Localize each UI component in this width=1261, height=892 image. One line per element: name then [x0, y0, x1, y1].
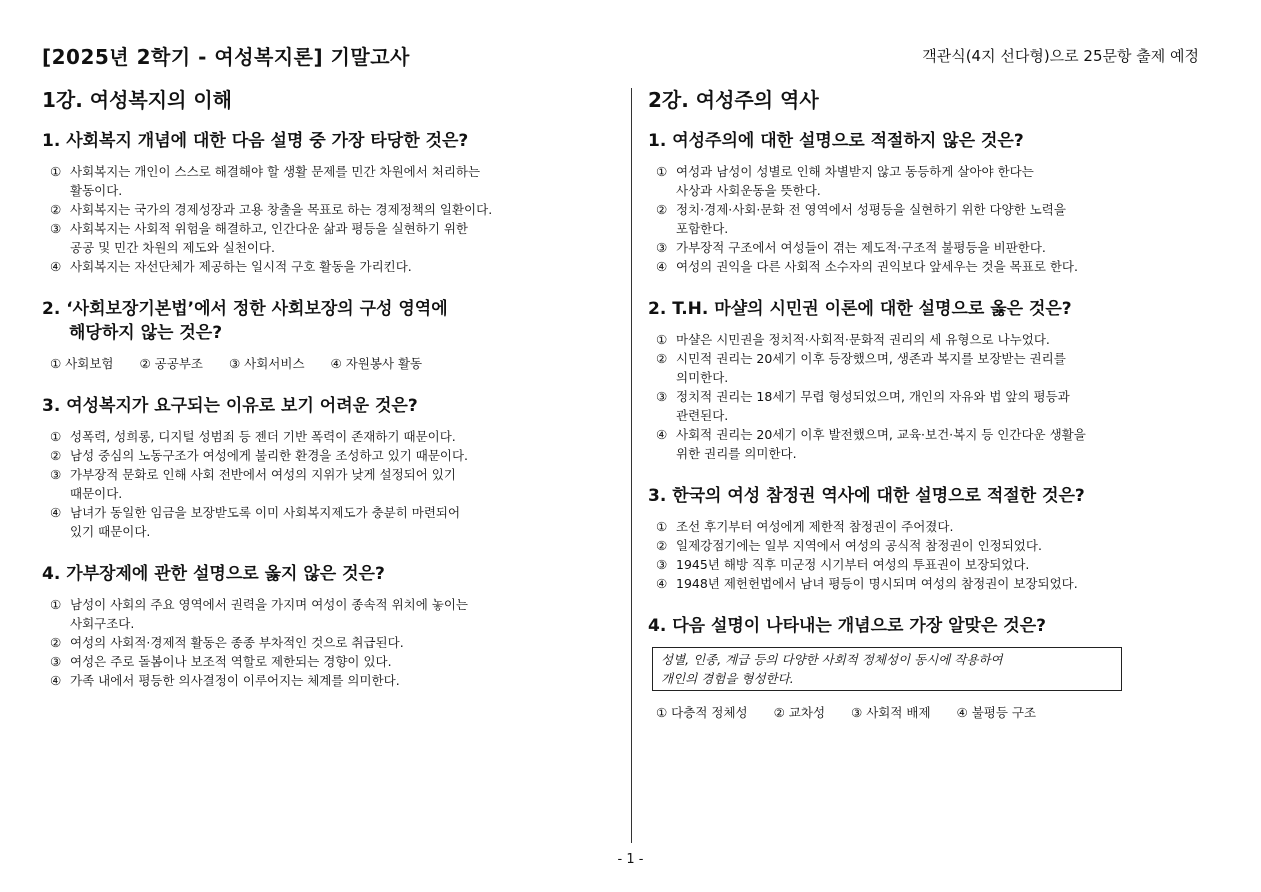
option-list [42, 595, 617, 690]
question-title: 2. T.H. 마샬의 시민권 이론에 대한 설명으로 옳은 것은? [648, 299, 1072, 319]
option-text-line: 성폭력, 성희롱, 디지털 성범죄 등 젠더 기반 폭력이 존재하기 때문이다. [70, 429, 456, 444]
exam-format-note: 객관식(4지 선다형)으로 25문항 출제 예정 [922, 47, 1199, 65]
option [42, 652, 617, 671]
option-text-line: 때문이다. [70, 486, 123, 501]
option-text-line: 여성은 주로 돌봄이나 보조적 역할로 제한되는 경향이 있다. [70, 654, 392, 669]
option: ② 공공부조 [139, 356, 203, 371]
column-divider [631, 88, 632, 843]
option-number: ② [50, 202, 62, 217]
option-text [676, 238, 1208, 257]
question-title: 3. 여성복지가 요구되는 이유로 보기 어려운 것은? [42, 396, 418, 416]
option [42, 200, 617, 219]
option-list [42, 427, 617, 541]
option-number: ② [50, 635, 62, 650]
option: ③ 사회적 배제 [851, 705, 931, 720]
option-text-line: 있기 때문이다. [70, 524, 151, 539]
option-text-line: 의미한다. [676, 370, 729, 385]
option-number: ① [50, 597, 62, 612]
option-text-line: 위한 권리를 의미한다. [676, 446, 797, 461]
option-text-line: 조선 후기부터 여성에게 제한적 참정권이 주어졌다. [676, 519, 954, 534]
option-number: ④ [50, 505, 62, 520]
option [42, 162, 617, 200]
inline-option-list [648, 703, 1208, 722]
option [42, 633, 617, 652]
option-text [676, 555, 1208, 574]
option-text-line: 정치적 권리는 18세기 무렵 형성되었으며, 개인의 자유와 법 앞의 평등과 [676, 389, 1070, 404]
page-number: - 1 - [617, 852, 644, 867]
option [648, 162, 1208, 200]
lecture-title: 1강. 여성복지의 이해 [42, 88, 232, 112]
option-number: ① [656, 332, 668, 347]
option-text [70, 595, 617, 633]
option-text-line: 여성의 사회적·경제적 활동은 종종 부차적인 것으로 취급된다. [70, 635, 404, 650]
option-text [676, 517, 1208, 536]
option-text [676, 536, 1208, 555]
option-number: ④ [656, 259, 668, 274]
option [42, 427, 617, 446]
option-text [70, 633, 617, 652]
option-text-line: 정치·경제·사회·문화 전 영역에서 성평등을 실현하기 위한 다양한 노력을 [676, 202, 1066, 217]
option: ③ 사회서비스 [228, 356, 305, 371]
option-number: ③ [656, 240, 668, 255]
question-title: 1. 사회복지 개념에 대한 다음 설명 중 가장 타당한 것은? [42, 131, 469, 151]
option-text [676, 349, 1208, 387]
option [42, 503, 617, 541]
option-text [676, 425, 1208, 463]
option-text-line: 마샬은 시민권을 정치적·사회적·문화적 권리의 세 유형으로 나누었다. [676, 332, 1050, 347]
option-text [70, 200, 617, 219]
option [42, 671, 617, 690]
inline-option-list [42, 354, 617, 373]
option: ① 다층적 정체성 [656, 705, 748, 720]
option-text-line: 사상과 사회운동을 뜻한다. [676, 183, 821, 198]
question-title: 1. 여성주의에 대한 설명으로 적절하지 않은 것은? [648, 131, 1024, 151]
option-number: ④ [656, 576, 668, 591]
option-number: ③ [656, 389, 668, 404]
definition-box [652, 647, 1122, 691]
option-list [648, 517, 1208, 593]
option-number: ④ [50, 673, 62, 688]
option-text-line: 일제강점기에는 일부 지역에서 여성의 공식적 참정권이 인정되었다. [676, 538, 1042, 553]
option: ④ 불평등 구조 [956, 705, 1037, 720]
question-block [42, 394, 617, 541]
option [648, 238, 1208, 257]
option-number: ① [50, 429, 62, 444]
option-text [70, 427, 617, 446]
question-block [42, 562, 617, 690]
option [648, 517, 1208, 536]
option-text [676, 574, 1208, 593]
option-text-line: 공공 및 민간 차원의 제도와 실천이다. [70, 240, 275, 255]
option-number: ① [50, 164, 62, 179]
option-number: ④ [50, 259, 62, 274]
option-list [42, 162, 617, 276]
option-text [70, 257, 617, 276]
option-text-line: 가족 내에서 평등한 의사결정이 이루어지는 체계를 의미한다. [70, 673, 400, 688]
option-text-line: 사회적 권리는 20세기 이후 발전했으며, 교육·보건·복지 등 인간다운 생활을 [676, 427, 1086, 442]
question-block [42, 297, 617, 373]
question-title-line: 2. ‘사회보장기본법’에서 정한 사회보장의 구성 영역에 [42, 299, 448, 319]
option-text-line: 사회복지는 개인이 스스로 해결해야 할 생활 문제를 민간 차원에서 처리하는 [70, 164, 481, 179]
option-text [676, 257, 1208, 276]
question-block [648, 129, 1208, 276]
option [648, 425, 1208, 463]
option-text [70, 162, 617, 200]
option-text [70, 503, 617, 541]
option-text-line: 1948년 제헌헌법에서 남녀 평등이 명시되며 여성의 참정권이 보장되었다. [676, 576, 1078, 591]
option [648, 200, 1208, 238]
option-text [70, 219, 617, 257]
option-text-line: 1945년 해방 직후 미군정 시기부터 여성의 투표권이 보장되었다. [676, 557, 1030, 572]
question-block [648, 484, 1208, 593]
option-text-line: 여성의 권익을 다른 사회적 소수자의 권익보다 앞세우는 것을 목표로 한다. [676, 259, 1078, 274]
option-text-line: 여성과 남성이 성별로 인해 차별받지 않고 동등하게 살아야 한다는 [676, 164, 1034, 179]
option [42, 465, 617, 503]
question-title: 3. 한국의 여성 참정권 역사에 대한 설명으로 적절한 것은? [648, 486, 1085, 506]
option-text-line: 남성 중심의 노동구조가 여성에게 불리한 환경을 조성하고 있기 때문이다. [70, 448, 469, 463]
option [648, 257, 1208, 276]
question-title-line: 해당하지 않는 것은? [69, 323, 223, 343]
option-text [676, 162, 1208, 200]
option-text-line: 가부장적 구조에서 여성들이 겪는 제도적·구조적 불평등을 비판한다. [676, 240, 1046, 255]
option-text [70, 465, 617, 503]
option: ④ 자원봉사 활동 [330, 356, 423, 371]
option: ① 사회보험 [50, 356, 114, 371]
option-text [676, 200, 1208, 238]
option-number: ③ [656, 557, 668, 572]
definition-line: 성별, 인종, 계급 등의 다양한 사회적 정체성이 동시에 작용하여 [661, 652, 1003, 667]
option [42, 257, 617, 276]
question-block [648, 614, 1208, 722]
option: ② 교차성 [773, 705, 826, 720]
option-number: ① [656, 519, 668, 534]
option [42, 446, 617, 465]
option-text [70, 446, 617, 465]
option-text [70, 671, 617, 690]
option [648, 574, 1208, 593]
left-column [42, 84, 617, 711]
exam-title: [2025년 2학기 - 여성복지론] 기말고사 [42, 45, 410, 69]
option-list [648, 162, 1208, 276]
option-text-line: 활동이다. [70, 183, 123, 198]
question-title [42, 297, 617, 345]
option [42, 595, 617, 633]
option-text-line: 시민적 권리는 20세기 이후 등장했으며, 생존과 복지를 보장받는 권리를 [676, 351, 1066, 366]
option [648, 330, 1208, 349]
option-text-line: 남성이 사회의 주요 영역에서 권력을 가지며 여성이 종속적 위치에 놓이는 [70, 597, 469, 612]
option-number: ① [656, 164, 668, 179]
option-text [676, 387, 1208, 425]
option-number: ② [656, 202, 668, 217]
question-block [648, 297, 1208, 463]
option [42, 219, 617, 257]
option-text-line: 사회구조다. [70, 616, 135, 631]
option-text-line: 남녀가 동일한 임금을 보장받도록 이미 사회복지제도가 충분히 마련되어 [70, 505, 461, 520]
option [648, 349, 1208, 387]
option-text-line: 관련된다. [676, 408, 729, 423]
definition-line: 개인의 경험을 형성한다. [661, 671, 794, 686]
option-number: ③ [50, 467, 62, 482]
option-text-line: 가부장적 문화로 인해 사회 전반에서 여성의 지위가 낮게 설정되어 있기 [70, 467, 456, 482]
option-number: ② [656, 538, 668, 553]
option-number: ② [50, 448, 62, 463]
option-text-line: 사회복지는 자선단체가 제공하는 일시적 구호 활동을 가리킨다. [70, 259, 412, 274]
question-title: 4. 다음 설명이 나타내는 개념으로 가장 알맞은 것은? [648, 616, 1047, 636]
option-number: ② [656, 351, 668, 366]
option-number: ③ [50, 221, 62, 236]
question-title: 4. 가부장제에 관한 설명으로 옳지 않은 것은? [42, 564, 385, 584]
option-number: ③ [50, 654, 62, 669]
option-text-line: 포함한다. [676, 221, 729, 236]
option [648, 387, 1208, 425]
lecture-title: 2강. 여성주의 역사 [648, 88, 819, 112]
right-column [648, 84, 1208, 743]
question-block [42, 129, 617, 276]
option [648, 555, 1208, 574]
option-list [648, 330, 1208, 463]
option-text [70, 652, 617, 671]
option-text-line: 사회복지는 사회적 위험을 해결하고, 인간다운 삶과 평등을 실현하기 위한 [70, 221, 469, 236]
option-text-line: 사회복지는 국가의 경제성장과 고용 창출을 목표로 하는 경제정책의 일환이다. [70, 202, 493, 217]
option-text [676, 330, 1208, 349]
option [648, 536, 1208, 555]
option-number: ④ [656, 427, 668, 442]
